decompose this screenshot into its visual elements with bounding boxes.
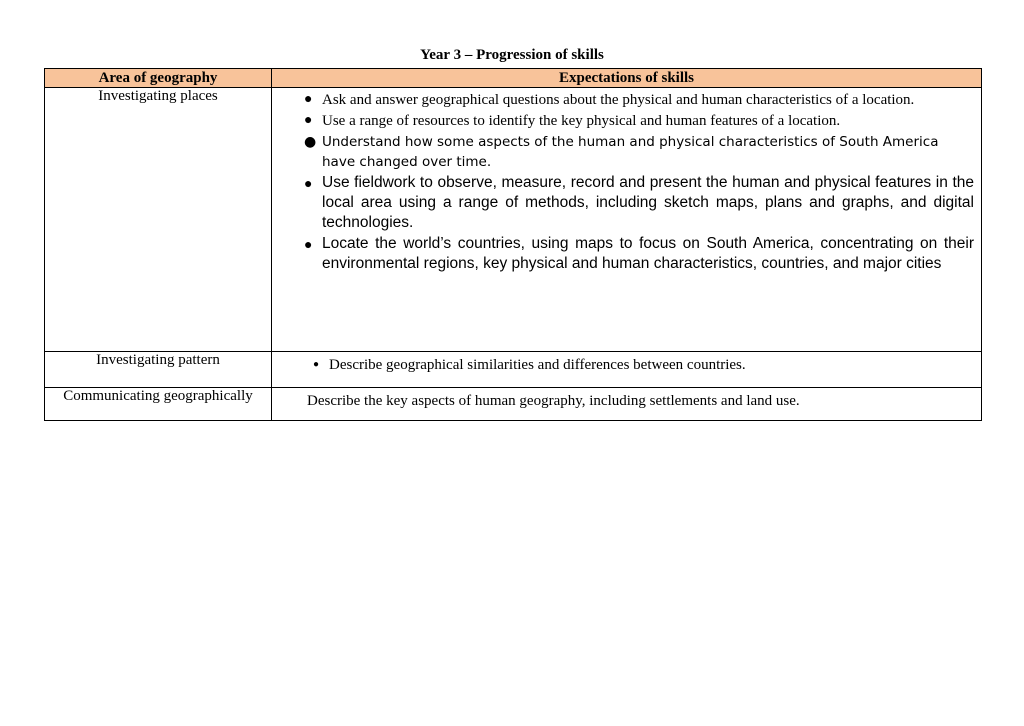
bullet-icon: ● (304, 113, 313, 128)
bullet-icon: ● (304, 134, 317, 150)
header-area: Area of geography (45, 69, 272, 88)
area-cell: Investigating pattern (45, 352, 272, 388)
list-item: ● Use fieldwork to observe, measure, record and present the human and physical features in the local area using a range of methods, including sketch maps, plans and graphs, and digital technologies. (304, 174, 974, 231)
expectations-cell (272, 388, 982, 421)
list-item: ● Ask and answer geographical questions about the physical and human characteristics of a location. (304, 92, 915, 108)
list-item: ● Understand how some aspects of the human and physical characteristics of South America have changed over time. (304, 134, 939, 170)
area-cell: Communicating geographically (45, 388, 272, 421)
bullet-icon: ● (304, 92, 313, 107)
table-row (45, 88, 982, 352)
expectations-cell (272, 88, 982, 352)
list-item: ● Describe geographical similarities and differences between countries. (313, 357, 746, 373)
skills-table (44, 68, 982, 421)
list-item: ● Locate the world’s countries, using maps to focus on South America, concentrating on their environmental regions, key physical and human characteristics, countries, and major cities (304, 235, 974, 272)
bullet-icon: ● (313, 359, 320, 370)
bullet-icon: ● (304, 236, 313, 252)
table-header-row (45, 69, 982, 88)
table-row (45, 352, 982, 388)
page-title: Year 3 – Progression of skills (420, 47, 604, 63)
skills-list (272, 88, 981, 274)
table-row (45, 388, 982, 421)
header-expectations: Expectations of skills (272, 69, 982, 88)
area-cell: Investigating places (45, 88, 272, 352)
list-item: ● Use a range of resources to identify the key physical and human features of a location. (304, 113, 841, 129)
skills-list (272, 352, 981, 374)
expectations-cell (272, 352, 982, 388)
bullet-icon: ● (304, 175, 313, 191)
skill-text: Describe the key aspects of human geography, including settlements and land use. (307, 393, 800, 409)
